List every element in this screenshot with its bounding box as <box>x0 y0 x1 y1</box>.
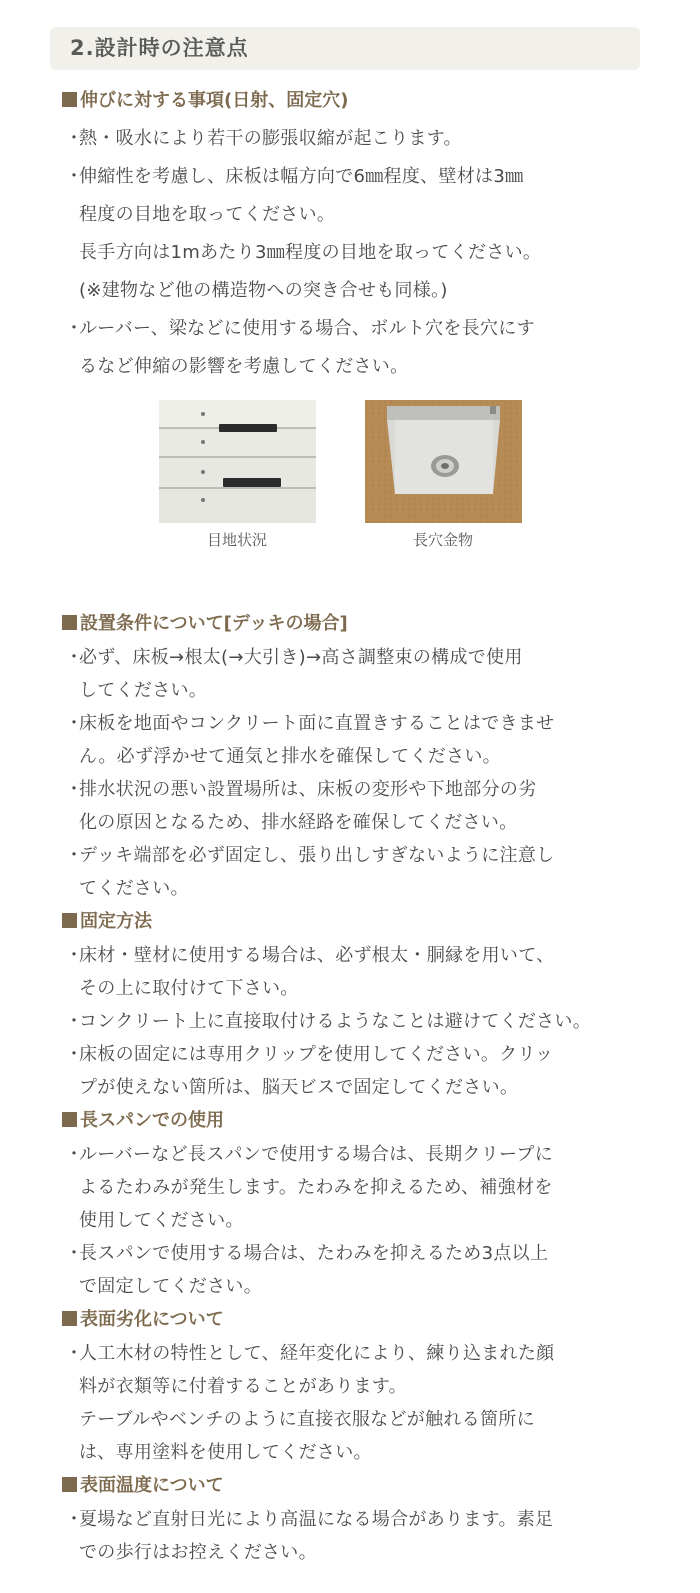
page-title: 2.設計時の注意点 <box>50 27 640 70</box>
list-item-continuation: ん。必ず浮かせて通気と排水を確保してください。 <box>79 746 501 767</box>
section-heading-fixing: 固定方法 <box>62 907 647 937</box>
list-item-continuation: は、専用塗料を使用してください。 <box>79 1442 372 1463</box>
list-item-continuation: 化の原因となるため、排水経路を確保してください。 <box>79 812 518 833</box>
square-bullet-icon <box>62 1112 77 1127</box>
list-item-continuation: してください。 <box>79 680 208 701</box>
list-item: ・ 排水状況の悪い設置場所は、床板の変形や下地部分の劣 <box>65 779 537 800</box>
section-heading-install: 設置条件について[デッキの場合] <box>62 609 647 639</box>
list-item: ・ 伸縮性を考慮し、床板は幅方向で6㎜程度、壁材は3㎜ <box>65 166 524 187</box>
list-item: ・ 床板の固定には専用クリップを使用してください。クリッ <box>65 1044 554 1065</box>
list-item: ・ 床材・壁材に使用する場合は、必ず根太・胴縁を用いて、 <box>65 945 555 966</box>
list-item-continuation: るなど伸縮の影響を考慮してください。 <box>79 356 409 377</box>
section-heading-longspan: 長スパンでの使用 <box>62 1106 647 1136</box>
list-item: ・ 人工木材の特性として、経年変化により、練り込まれた顔 <box>65 1343 555 1364</box>
photo-row <box>62 400 647 580</box>
section-heading-deterioration: 表面劣化について <box>62 1305 647 1335</box>
notes-content <box>62 86 647 1569</box>
list-item: ・ 熱・吸水により若干の膨張収縮が起こります。 <box>65 128 462 149</box>
list-item: ・ 床板を地面やコンクリート面に直置きすることはできませ <box>65 713 555 734</box>
slotted-bracket-photo <box>365 400 522 523</box>
list-item-continuation: 使用してください。 <box>79 1210 244 1231</box>
list-item-continuation: 長手方向は1mあたり3㎜程度の目地を取ってください。 <box>79 242 542 263</box>
photo-caption-joint: 目地状況 <box>206 531 267 549</box>
section-heading-temperature: 表面温度について <box>62 1471 647 1501</box>
square-bullet-icon <box>62 615 77 630</box>
list-item-continuation: よるたわみが発生します。たわみを抑えるため、補強材を <box>79 1177 553 1198</box>
list-item-continuation: テーブルやベンチのように直接衣服などが触れる箇所に <box>79 1409 535 1430</box>
photo-caption-bracket: 長穴金物 <box>412 531 473 549</box>
list-item-continuation: で固定してください。 <box>79 1276 262 1297</box>
list-item-continuation: プが使えない箇所は、脳天ビスで固定してください。 <box>79 1077 519 1098</box>
list-item: ・ ルーバー、梁などに使用する場合、ボルト穴を長穴にす <box>65 318 535 339</box>
list-item-continuation: (※建物など他の構造物への突き合せも同様。) <box>79 280 448 301</box>
list-item: ・ デッキ端部を必ず固定し、張り出しすぎないように注意し <box>65 845 555 866</box>
square-bullet-icon <box>62 1311 77 1326</box>
list-item-continuation: その上に取付けて下さい。 <box>79 978 299 999</box>
list-item: ・ 必ず、床板→根太(→大引き)→高さ調整束の構成で使用 <box>65 647 523 668</box>
square-bullet-icon <box>62 92 77 107</box>
list-item-continuation: での歩行はお控えください。 <box>79 1542 317 1563</box>
list-item: ・ コンクリート上に直接取付けるようなことは避けてください。 <box>65 1011 592 1032</box>
square-bullet-icon <box>62 1477 77 1492</box>
list-item-continuation: てください。 <box>79 878 189 899</box>
list-item-continuation: 料が衣類等に付着することがあります。 <box>79 1376 407 1397</box>
section-heading-expansion: 伸びに対する事項(日射、固定穴) <box>62 86 647 116</box>
joint-gap-photo <box>159 400 316 523</box>
list-item: ・ 長スパンで使用する場合は、たわみを抑えるため3点以上 <box>65 1243 549 1264</box>
list-item: ・ 夏場など直射日光により高温になる場合があります。素足 <box>65 1509 554 1530</box>
list-item-continuation: 程度の目地を取ってください。 <box>79 204 336 225</box>
list-item: ・ ルーバーなど長スパンで使用する場合は、長期クリープに <box>65 1144 553 1165</box>
square-bullet-icon <box>62 913 77 928</box>
